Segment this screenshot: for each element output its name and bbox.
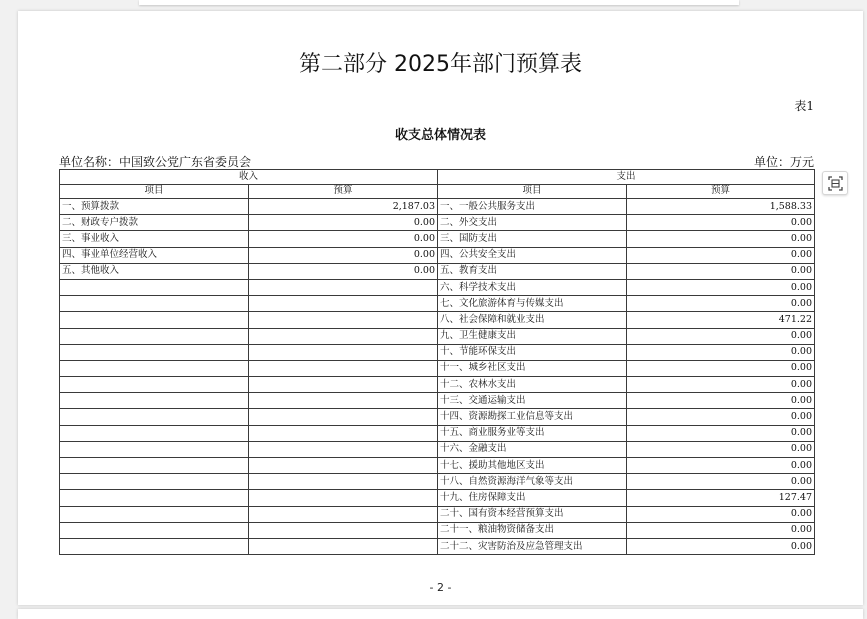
expense-item-cell: 十五、商业服务业等支出: [438, 425, 627, 441]
page-title: 第二部分 2025年部门预算表: [299, 52, 582, 77]
expense-header: 支出: [438, 170, 815, 185]
expense-amount-cell: 0.00: [627, 296, 815, 312]
expense-item-cell: 一、一般公共服务支出: [438, 199, 627, 215]
income-item-cell: [60, 441, 249, 457]
income-amount-cell: 0.00: [249, 215, 438, 231]
table-row: [60, 279, 815, 295]
expense-item-cell: 十七、援助其他地区支出: [438, 458, 627, 474]
income-amount-cell: 2,187.03: [249, 199, 438, 215]
expense-item-cell: 十一、城乡社区支出: [438, 360, 627, 376]
unit-name: 单位名称：中国致公党广东省委员会: [59, 155, 252, 169]
table-group-header-row: [60, 170, 815, 185]
income-item-cell: 三、事业收入: [60, 231, 249, 247]
budget-table: [59, 169, 815, 555]
table-row: [60, 312, 815, 328]
expense-amount-cell: 0.00: [627, 506, 815, 522]
income-amount-cell: [249, 344, 438, 360]
expense-item-cell: 十二、农林水支出: [438, 377, 627, 393]
expense-amount-cell: 127.47: [627, 490, 815, 506]
table-row: [60, 425, 815, 441]
expense-amount-cell: 0.00: [627, 409, 815, 425]
scan-button[interactable]: [822, 171, 848, 195]
table-row: [60, 344, 815, 360]
expense-amount-cell: 0.00: [627, 377, 815, 393]
income-amount-cell: [249, 377, 438, 393]
document-page: [18, 11, 863, 605]
expense-item-cell: 四、公共安全支出: [438, 247, 627, 263]
table-row: [60, 538, 815, 554]
income-item-cell: [60, 377, 249, 393]
income-amount-cell: 0.00: [249, 231, 438, 247]
table-row: [60, 393, 815, 409]
income-amount-cell: [249, 296, 438, 312]
income-item-cell: [60, 506, 249, 522]
table-row: [60, 506, 815, 522]
income-item-cell: [60, 312, 249, 328]
income-amount-cell: [249, 474, 438, 490]
expense-item-cell: 九、卫生健康支出: [438, 328, 627, 344]
table-column-header-row: [60, 184, 815, 199]
income-item-cell: [60, 474, 249, 490]
expense-amount-cell: 0.00: [627, 538, 815, 554]
income-item-cell: 一、预算拨款: [60, 199, 249, 215]
income-amount-cell: [249, 441, 438, 457]
income-item-cell: [60, 360, 249, 376]
expense-amount-cell: 0.00: [627, 458, 815, 474]
expense-amount-cell: 0.00: [627, 263, 815, 279]
table-row: [60, 215, 815, 231]
expense-amount-cell: 0.00: [627, 441, 815, 457]
income-item-cell: [60, 279, 249, 295]
income-item-cell: [60, 425, 249, 441]
table-row: [60, 247, 815, 263]
income-item-cell: [60, 490, 249, 506]
expense-item-cell: 三、国防支出: [438, 231, 627, 247]
expense-item-cell: 十、节能环保支出: [438, 344, 627, 360]
expense-budget-header: 预算: [627, 184, 815, 199]
table-row: [60, 441, 815, 457]
income-item-cell: [60, 296, 249, 312]
income-item-cell: [60, 458, 249, 474]
income-amount-cell: [249, 328, 438, 344]
income-amount-cell: [249, 490, 438, 506]
expense-item-cell: 二、外交支出: [438, 215, 627, 231]
expense-item-header: 项目: [438, 184, 627, 199]
expense-item-cell: 七、文化旅游体育与传媒支出: [438, 296, 627, 312]
expense-amount-cell: 1,588.33: [627, 199, 815, 215]
expense-amount-cell: 0.00: [627, 279, 815, 295]
expense-item-cell: 十九、住房保障支出: [438, 490, 627, 506]
income-item-cell: [60, 409, 249, 425]
scan-frame-icon: [828, 176, 843, 191]
table-row: [60, 377, 815, 393]
income-item-cell: [60, 393, 249, 409]
previous-page-edge: [139, 0, 739, 5]
income-item-cell: 四、事业单位经营收入: [60, 247, 249, 263]
table-row: [60, 360, 815, 376]
expense-item-cell: 十四、资源勘探工业信息等支出: [438, 409, 627, 425]
table-row: [60, 458, 815, 474]
income-header: 收入: [60, 170, 438, 185]
income-amount-cell: [249, 458, 438, 474]
table-row: [60, 296, 815, 312]
expense-amount-cell: 0.00: [627, 215, 815, 231]
income-amount-cell: [249, 279, 438, 295]
currency-unit: 单位：万元: [753, 155, 814, 169]
table-row: [60, 231, 815, 247]
expense-item-cell: 二十一、粮油物资储备支出: [438, 522, 627, 538]
income-item-cell: [60, 328, 249, 344]
income-amount-cell: [249, 393, 438, 409]
expense-item-cell: 五、教育支出: [438, 263, 627, 279]
table-row: [60, 474, 815, 490]
income-amount-cell: [249, 538, 438, 554]
income-amount-cell: [249, 409, 438, 425]
expense-item-cell: 二十二、灾害防治及应急管理支出: [438, 538, 627, 554]
expense-amount-cell: 0.00: [627, 328, 815, 344]
income-amount-cell: [249, 312, 438, 328]
income-amount-cell: [249, 522, 438, 538]
table-row: [60, 522, 815, 538]
expense-item-cell: 二十、国有资本经营预算支出: [438, 506, 627, 522]
income-item-cell: 五、其他收入: [60, 263, 249, 279]
expense-item-cell: 十八、自然资源海洋气象等支出: [438, 474, 627, 490]
next-page-edge: [18, 609, 863, 619]
income-item-cell: [60, 344, 249, 360]
expense-amount-cell: 0.00: [627, 425, 815, 441]
expense-amount-cell: 0.00: [627, 522, 815, 538]
table-title: 收支总体情况表: [394, 128, 486, 143]
expense-amount-cell: 0.00: [627, 393, 815, 409]
expense-item-cell: 六、科学技术支出: [438, 279, 627, 295]
table-row: [60, 409, 815, 425]
table-row: [60, 263, 815, 279]
expense-item-cell: 十六、金融支出: [438, 441, 627, 457]
income-item-cell: [60, 522, 249, 538]
expense-item-cell: 八、社会保障和就业支出: [438, 312, 627, 328]
page-number: - 2 -: [429, 581, 452, 594]
expense-amount-cell: 471.22: [627, 312, 815, 328]
income-amount-cell: 0.00: [249, 247, 438, 263]
expense-amount-cell: 0.00: [627, 247, 815, 263]
income-item-header: 项目: [60, 184, 249, 199]
table-number: 表1: [794, 99, 814, 113]
income-item-cell: 二、财政专户拨款: [60, 215, 249, 231]
table-row: [60, 328, 815, 344]
expense-amount-cell: 0.00: [627, 474, 815, 490]
income-amount-cell: [249, 506, 438, 522]
income-amount-cell: 0.00: [249, 263, 438, 279]
table-row: [60, 490, 815, 506]
expense-amount-cell: 0.00: [627, 231, 815, 247]
income-amount-cell: [249, 360, 438, 376]
table-row: [60, 199, 815, 215]
income-item-cell: [60, 538, 249, 554]
expense-amount-cell: 0.00: [627, 360, 815, 376]
expense-item-cell: 十三、交通运输支出: [438, 393, 627, 409]
income-budget-header: 预算: [249, 184, 438, 199]
expense-amount-cell: 0.00: [627, 344, 815, 360]
income-amount-cell: [249, 425, 438, 441]
